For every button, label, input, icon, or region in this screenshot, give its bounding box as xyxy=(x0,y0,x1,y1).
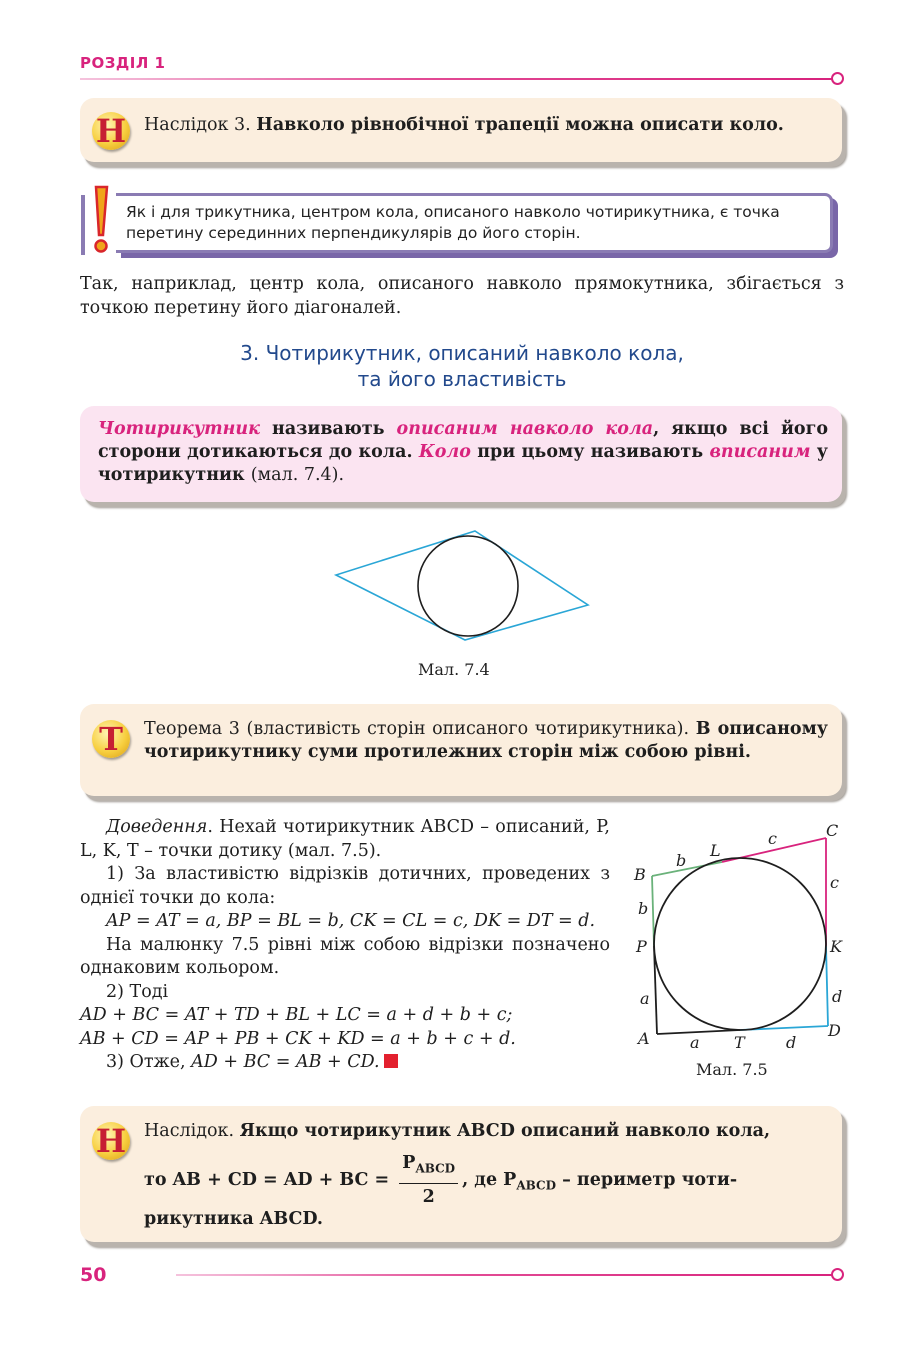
theorem3-box xyxy=(80,704,842,796)
definition-term-quadrilateral: Чотирикутник xyxy=(98,419,261,439)
label-b-left: b xyxy=(638,899,649,918)
label-P: P xyxy=(636,937,647,956)
side-bc-b xyxy=(652,862,722,876)
warning-text: Як і для трикутника, центром кола, описаного навколо чотирикутника, є точка перетину серединних перпендикулярів до його сторін. xyxy=(126,203,780,242)
warning-box xyxy=(116,193,833,253)
corollary-text2b-sub: ABCD xyxy=(516,1178,556,1193)
warning-icon xyxy=(80,185,110,255)
figure-7-5-caption: Мал. 7.5 xyxy=(696,1060,768,1079)
corollary-lead: Наслідок. xyxy=(144,1121,235,1141)
proof xyxy=(80,816,610,1075)
definition-part4: у чотирикутник xyxy=(98,442,828,485)
section-heading-line1: 3. Чотирикутник, описаний навколо кола, xyxy=(240,341,684,365)
corollary-text2c: – периметр чоти- xyxy=(555,1169,738,1190)
definition-part1: називають xyxy=(260,419,397,439)
figure-7-4-caption: Мал. 7.4 xyxy=(418,660,490,679)
label-K: K xyxy=(830,937,842,956)
label-B: B xyxy=(634,865,646,884)
label-c-right: c xyxy=(830,873,839,892)
footer-rule-dot xyxy=(831,1268,844,1281)
theorem-badge-icon: Т xyxy=(92,720,130,758)
label-d-bottom: d xyxy=(786,1033,797,1052)
footer-rule xyxy=(176,1274,832,1276)
definition-part2: , якщо всі його сторони дотикаються до кола. xyxy=(98,419,828,462)
corollary-line3: рикутника ABCD. xyxy=(144,1209,324,1229)
proof-intro-text: . Нехай чотирикутник ABCD – описаний, P, L, K, T – точки дотику (мал. 7.5). xyxy=(80,817,610,861)
label-L: L xyxy=(710,841,721,860)
corollary3-lead: Наслідок 3. xyxy=(144,115,251,135)
proof-step2: 2) Тоді xyxy=(106,981,169,1002)
proof-step1: 1) За властивістю відрізків дотичних, проведених з однієї точки до кола: xyxy=(80,864,610,908)
figure-7-5 xyxy=(628,816,850,1056)
definition-figure-ref: (мал. 7.4). xyxy=(250,465,345,485)
rhombus xyxy=(336,531,588,640)
label-D: D xyxy=(828,1021,841,1040)
corollary-formula: то AB + CD = AD + BC = xyxy=(144,1169,396,1190)
label-T: T xyxy=(734,1033,745,1052)
side-cd-d xyxy=(826,946,828,1026)
qed-square-icon xyxy=(384,1054,398,1068)
label-d-right: d xyxy=(832,987,843,1006)
proof-colors-note: На малюнку 7.5 рівні між собою відрізки позначено однаковим кольором. xyxy=(80,934,610,978)
corollary3-statement: Навколо рівнобічної трапеції можна описати коло. xyxy=(256,115,784,135)
paragraph-rectangle-center: Так, наприклад, центр кола, описаного навколо прямокутника, збігається з точкою перетину його діагоналей. xyxy=(80,274,844,318)
figure-7-4 xyxy=(330,525,595,645)
label-a-bottom: a xyxy=(690,1033,700,1052)
header-rule xyxy=(80,78,832,80)
corollary-box xyxy=(80,1106,842,1242)
proof-intro xyxy=(80,816,610,863)
definition-term-inscribed: вписаним xyxy=(709,442,811,462)
proof-eq3: AB + CD = AP + PB + CK + KD = a + b + c + d. xyxy=(80,1028,516,1049)
label-b-top: b xyxy=(676,851,687,870)
corollary-text1: Якщо чотирикутник ABCD описаний навколо кола, xyxy=(239,1121,771,1141)
definition-part3: при цьому називають xyxy=(470,442,710,462)
label-c-top: c xyxy=(768,829,777,848)
theorem3-text xyxy=(144,718,828,764)
proof-label: Доведення xyxy=(106,817,208,837)
corollary-badge-icon: Н xyxy=(92,1122,130,1160)
corollary-text2b: , де P xyxy=(462,1169,517,1190)
corollary3-text xyxy=(144,114,834,137)
section-heading xyxy=(80,340,844,392)
perimeter-fraction xyxy=(399,1152,458,1209)
fraction-denominator: 2 xyxy=(422,1186,435,1207)
proof-step3 xyxy=(80,1051,610,1075)
section-heading-line2: та його властивість xyxy=(357,367,567,391)
header-rule-dot xyxy=(831,72,844,85)
label-C: C xyxy=(826,821,839,840)
fraction-numerator-sub: ABCD xyxy=(415,1161,456,1176)
proof-step3-lead: 3) Отже, xyxy=(106,1052,192,1072)
definition-term-circumscribed: описаним навколо кола xyxy=(396,419,654,439)
label-a-left: a xyxy=(640,989,650,1008)
theorem3-title: Теорема 3 (властивість сторін описаного чотирикутника). xyxy=(144,719,690,739)
corollary-line1 xyxy=(144,1120,828,1143)
corollary-line2 xyxy=(144,1152,834,1209)
theorem3-statement: В описаному чотирикутнику суми протилежних сторін між собою рівні. xyxy=(144,719,828,762)
definition-box xyxy=(80,406,842,502)
proof-eq2: AD + BC = AT + TD + BL + LC = a + d + b + c; xyxy=(80,1005,513,1025)
section-label: РОЗДІЛ 1 xyxy=(80,54,166,72)
proof-step3-eq: AD + BC = AB + CD. xyxy=(191,1052,380,1072)
page-number: 50 xyxy=(80,1264,107,1286)
inscribed-circle xyxy=(418,536,518,636)
definition-term-circle: Коло xyxy=(418,442,471,462)
inscribed-circle xyxy=(654,858,826,1030)
label-A: A xyxy=(638,1029,650,1048)
fraction-numerator: P xyxy=(402,1153,416,1173)
corollary-badge-icon: Н xyxy=(92,112,130,150)
proof-eq1: AP = AT = a, BP = BL = b, CK = CL = c, DK = DT = d. xyxy=(106,911,596,931)
definition-text xyxy=(98,418,828,487)
corollary3-box xyxy=(80,98,842,162)
